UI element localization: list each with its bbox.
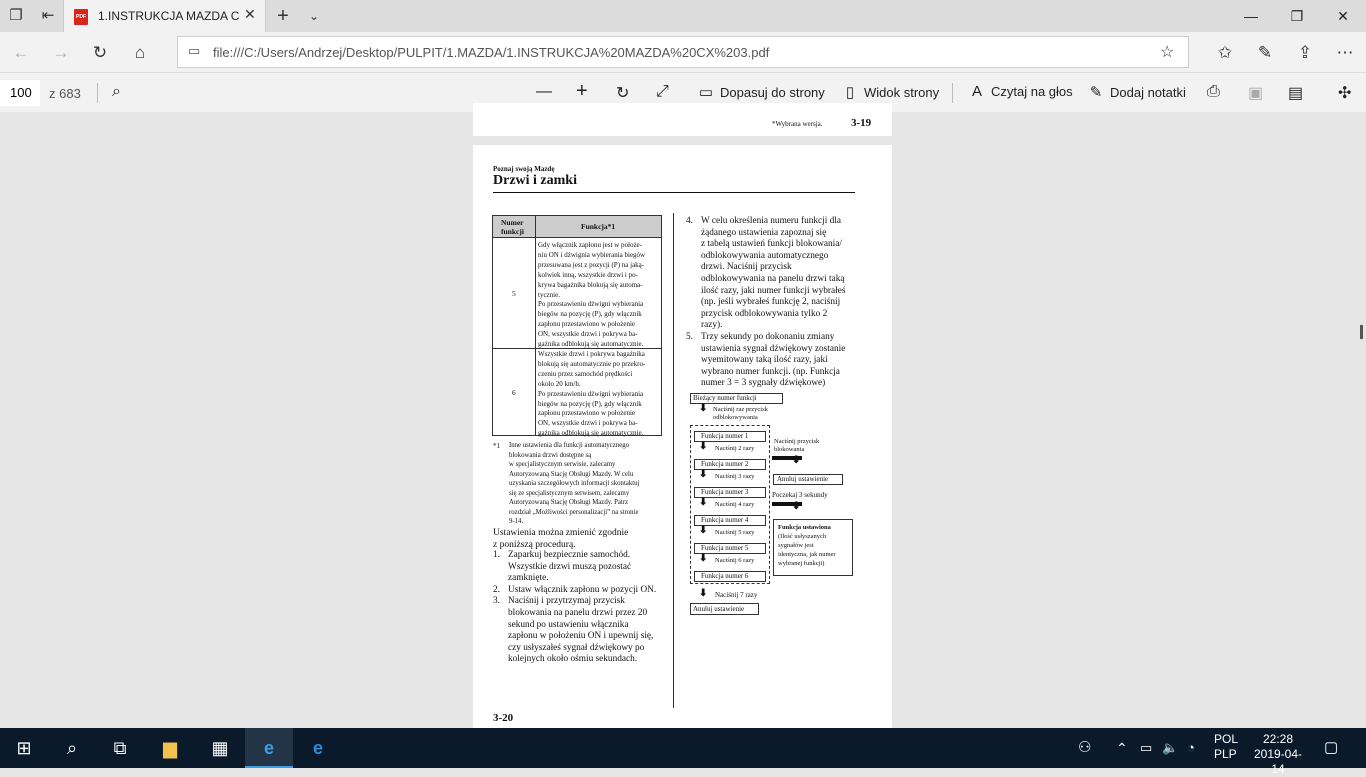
table-cell-line: niu ON i dźwignia wybierania biegów <box>538 250 646 259</box>
function-label: Funkcja numer 2 <box>701 460 749 468</box>
add-notes-label: Dodaj notatki <box>1110 85 1186 100</box>
function-label: Funkcja numer 5 <box>701 544 749 552</box>
function-label: Funkcja numer 4 <box>701 516 749 524</box>
address-toolbar <box>0 32 1366 72</box>
footnote-line: Inne ustawienia dla funkcji automatycznego <box>509 442 630 449</box>
arrow-down-icon: ⬇ <box>699 403 708 414</box>
step-line: ustawienia sygnał dźwiękowy zostanie <box>701 343 846 354</box>
step-line: wybrano numer funkcji. (np. Funkcja <box>701 366 840 377</box>
favorite-star-icon[interactable]: ☆ <box>1160 44 1175 61</box>
step-line: zapłonu w położeniu ON i upewnij się, <box>508 631 654 642</box>
step-line: Trzy sekundy po dokonaniu zmiany <box>701 332 835 342</box>
fullscreen-icon[interactable]: ⤢ <box>656 83 669 100</box>
col2-header: Funkcja*1 <box>581 222 616 231</box>
tab-title: 1.INSTRUKCJA MAZDA C <box>98 9 240 23</box>
page-number-input[interactable]: 100 <box>0 80 40 106</box>
cancel-label-right: Anuluj ustawienie <box>777 475 829 483</box>
print-icon[interactable]: ⎙ <box>1207 83 1220 100</box>
table-cell-line: blokują się automatycznie po przekro- <box>538 359 646 368</box>
pdf-viewer[interactable] <box>0 113 1366 728</box>
function-set-line: Funkcja ustawiona <box>778 524 831 531</box>
step-line: z tabelą ustawień funkcji blokowania/ <box>701 239 842 250</box>
fit-to-page-button[interactable] <box>696 83 825 105</box>
new-tab-icon[interactable]: + <box>277 5 289 27</box>
back-icon[interactable]: ← <box>12 43 30 62</box>
press-count-label: Naciśnij 6 razy <box>715 557 755 564</box>
function-table <box>492 215 662 436</box>
step-line: Ustaw włącznik zapłonu w pozycji ON. <box>508 584 657 595</box>
step-line: Zaparkuj bezpiecznie samochód. <box>508 550 631 560</box>
step-line: czy usłyszałeś sygnał dźwiękowy po <box>508 642 645 653</box>
step-number: 5. <box>686 332 693 342</box>
table-cell-line: biegów na pozycję (P), gdy włącznik <box>538 399 642 408</box>
press-once-line2: odblokowywania <box>713 414 758 421</box>
chevron-up-icon[interactable]: ⌃ <box>1116 740 1128 756</box>
row-6-number: 6 <box>512 388 516 397</box>
table-cell-line: Wszystkie drzwi i pokrywa bagażnika <box>538 350 645 358</box>
scrollbar-thumb[interactable] <box>1360 325 1363 339</box>
function-label: Funkcja numer 1 <box>701 432 749 440</box>
maximize-button[interactable]: ❐ <box>1290 8 1304 24</box>
pen-icon: ✎ <box>1089 84 1103 101</box>
function-set-line: identyczna, jak numer <box>778 551 836 558</box>
read-aloud-button[interactable] <box>967 83 1073 105</box>
table-cell-line: gażnika odblokują się automatycznie. <box>538 340 644 348</box>
table-cell-line: Po przestawieniu dźwigni wybierania <box>538 389 644 398</box>
footnote-line: się ze specjalistycznym serwisem, zalecamy <box>509 489 630 497</box>
taskbar <box>0 728 1366 776</box>
language-code: POL <box>1214 732 1239 746</box>
arrow-down-icon: ⬇ <box>792 455 801 466</box>
step-line: żądanego ustawienia zapoznaj się <box>701 227 827 238</box>
page-heading: Drzwi i zamki <box>493 173 577 188</box>
internet-explorer-icon[interactable]: e <box>312 738 323 758</box>
keyboard-layout: PLP <box>1214 747 1237 761</box>
footnote-line: 9-14. <box>509 518 524 525</box>
current-function-label: Bieżący numer funkcji <box>693 394 757 402</box>
footnote-line: w specjalistycznym serwisie, zalecamy <box>509 461 616 468</box>
calculator-icon[interactable]: ▦ <box>211 738 229 758</box>
table-cell-line: Po przestawieniu dźwigni wybierania <box>538 300 644 309</box>
page-view-icon: ▯ <box>845 84 855 101</box>
page-total: z 683 <box>49 86 81 101</box>
footnote-line: Autoryzowaną Stację Obsługi Mazdy. Patrz <box>509 499 629 506</box>
footnote-mark: *1 <box>493 442 500 450</box>
search-icon[interactable]: ⌕ <box>66 738 78 758</box>
table-cell-line: zapłonu przestawiono w położenie <box>538 409 635 418</box>
table-cell-line: krywa bagażnika blokują się automa- <box>538 280 643 289</box>
close-window-button[interactable]: ✕ <box>1337 8 1349 24</box>
function-label: Funkcja numer 6 <box>701 572 749 580</box>
web-note-icon[interactable]: ✎ <box>1257 43 1273 62</box>
function-set-line: wybranej funkcji) <box>778 560 825 567</box>
clock-time: 22:28 <box>1262 732 1294 746</box>
pin-toolbar-icon[interactable]: ✣ <box>1338 85 1352 102</box>
volume-icon[interactable]: 🔈 <box>1162 740 1179 755</box>
step-line: kolejnych około ośmiu sekundach. <box>508 654 638 665</box>
task-view-icon[interactable]: ⧉ <box>113 738 127 758</box>
press-count-label: Naciśnij 2 razy <box>715 445 755 452</box>
footnote-line: rozdział „Możliwości personalizacji” na stronie <box>509 508 639 516</box>
press-7-label: Naciśnij 7 razy <box>715 591 758 599</box>
arrow-down-icon: ⬇ <box>699 525 708 536</box>
home-icon[interactable]: ⌂ <box>134 43 146 62</box>
table-col-divider <box>535 216 536 435</box>
press-count-label: Naciśnij 4 razy <box>715 501 755 508</box>
prev-page-number: 3-19 <box>851 117 872 129</box>
clock[interactable] <box>1250 732 1306 777</box>
step-line: drzwi. Naciśnij przycisk <box>701 262 792 273</box>
function-set-line: sygnałów jest <box>778 542 814 549</box>
press-count-label: Naciśnij 5 razy <box>715 529 755 536</box>
table-cell-line: zapłonu przestawiono w położenie <box>538 320 635 329</box>
tab-bar <box>0 0 1366 32</box>
table-cell-line: ON, wszystkie drzwi i pokrywa ba- <box>538 419 638 428</box>
favorites-hub-icon[interactable]: ✩ <box>1217 43 1233 62</box>
heading-rule <box>493 192 855 193</box>
add-notes-button[interactable] <box>1086 83 1186 105</box>
column-divider <box>673 213 674 708</box>
people-icon[interactable]: ⚇ <box>1078 739 1092 756</box>
tab-list-icon[interactable]: ❐ <box>9 7 23 24</box>
arrow-down-icon: ⬇ <box>699 553 708 564</box>
input-language[interactable] <box>1214 732 1238 762</box>
function-set-line: (Ilość usłyszanych <box>778 533 827 540</box>
active-tab[interactable] <box>63 0 266 32</box>
step-line: Wszystkie drzwi muszą pozostać <box>508 561 632 572</box>
table-cell-line: kolwiek inną, wszystkie drzwi i po- <box>538 270 638 279</box>
file-page-icon: ▭ <box>188 43 201 58</box>
step-line: zamknięte. <box>508 573 549 584</box>
table-cell-line: przesuwana jest z pozycji (P) na jaką- <box>538 260 645 269</box>
set-aside-tabs-icon[interactable]: ⇤ <box>41 7 55 24</box>
share-icon[interactable]: ⇪ <box>1297 43 1313 62</box>
refresh-icon[interactable]: ↻ <box>92 43 108 62</box>
arrow-down-icon: ⬇ <box>699 588 708 599</box>
intro-line: Ustawienia można zmienić zgodnie <box>493 528 629 538</box>
network-icon[interactable]: ◔ <box>1187 740 1195 755</box>
cancel-label-bottom: Anuluj ustawienie <box>693 605 745 613</box>
step-number: 3. <box>493 596 500 607</box>
row-5-number: 5 <box>512 289 516 298</box>
read-aloud-label: Czytaj na głos <box>991 84 1073 99</box>
page-view-label: Widok strony <box>864 85 940 100</box>
section-label: Poznaj swoją Mazdę <box>493 165 555 173</box>
more-icon[interactable]: ⋯ <box>1336 43 1354 62</box>
footnote-line: uzyskania szczegółowych informacji skontaktuj <box>509 480 640 487</box>
press-once-line1: Naciśnij raz przycisk <box>713 406 768 413</box>
col1-line1: Numer <box>501 218 524 227</box>
step-number: 1. <box>493 550 500 560</box>
pdf-file-icon: PDF <box>74 9 88 25</box>
arrow-down-icon: ⬇ <box>699 441 708 452</box>
step-line: odblokowywania automatycznego <box>701 250 829 261</box>
step-line: numer 3 = 3 sygnały dźwiękowe) <box>701 378 826 389</box>
arrow-down-icon: ⬇ <box>699 497 708 508</box>
close-tab-icon[interactable]: ✕ <box>244 6 256 22</box>
page-view-button[interactable] <box>840 83 939 105</box>
tab-preview-chevron-icon[interactable]: ⌄ <box>308 9 320 23</box>
zoom-in-icon[interactable]: + <box>576 80 588 102</box>
step-line: sekund po ustawieniu włącznika <box>508 619 629 630</box>
table-cell-line: gażnika odblokują się automatycznie. <box>538 429 644 438</box>
table-cell-line: biegów na pozycję (P), gdy włącznik <box>538 310 642 319</box>
url-text: file:///C:/Users/Andrzej/Desktop/PULPIT/1.MAZDA/1.INSTRUKCJA%20MAZDA%20CX%203.pdf <box>213 45 770 60</box>
minimize-button[interactable]: — <box>1244 8 1258 24</box>
arrow-down-icon: ⬇ <box>699 469 708 480</box>
table-cell-line: tycznie. <box>538 290 560 299</box>
step-line: W celu określenia numeru funkcji dla <box>701 216 842 226</box>
step-line: przycisk odblokowywania tylko 2 <box>701 308 828 319</box>
press-lock-line1: Naciśnij przycisk <box>774 438 820 445</box>
save-icon[interactable]: ▣ <box>1248 85 1264 102</box>
step-line: wyemitowany taką ilość razy, jaki <box>701 355 828 366</box>
step-number: 4. <box>686 216 693 226</box>
intro-line: z poniższą procedurą. <box>493 539 576 550</box>
arrow-down-icon: ⬇ <box>792 501 801 512</box>
zoom-out-icon[interactable]: — <box>536 83 552 100</box>
page-number: 3-20 <box>493 712 514 724</box>
step-line: Naciśnij i przytrzymaj przycisk <box>508 596 625 607</box>
edge-icon[interactable]: e <box>245 728 293 768</box>
wait-label: Poczekaj 3 sekundy <box>772 491 828 499</box>
step-line: (np. jeśli wybrałeś funkcję 2, naciśnij <box>701 297 841 308</box>
forward-icon[interactable]: → <box>52 43 70 62</box>
fit-to-page-label: Dopasuj do strony <box>720 85 825 100</box>
address-bar[interactable] <box>177 36 1189 68</box>
start-windows-icon[interactable]: ⊞ <box>16 738 32 758</box>
table-cell-line: czeniu przez samochód prędkości <box>538 369 633 378</box>
file-explorer-icon[interactable]: ▆ <box>163 738 177 758</box>
press-count-label: Naciśnij 3 razy <box>715 473 755 480</box>
clock-date: 2019-04-14 <box>1253 747 1303 776</box>
press-lock-line2: blokowania <box>774 446 805 453</box>
battery-icon[interactable]: ▭ <box>1140 740 1153 755</box>
notifications-icon[interactable]: ▢ <box>1324 739 1339 756</box>
step-line: ilość razy, jaki numer funkcji wybrałeś <box>701 285 846 296</box>
search-icon[interactable]: ⌕ <box>112 83 121 100</box>
rotate-icon[interactable]: ↻ <box>616 85 630 102</box>
step-line: razy). <box>701 320 723 331</box>
step-line: odblokowywania na panelu drzwi taką <box>701 274 845 284</box>
table-cell-line: około 20 km/h. <box>538 379 581 388</box>
previous-page <box>473 103 892 136</box>
pdf-page <box>473 145 892 735</box>
read-aloud-icon: A <box>971 83 982 100</box>
table-cell-line: Gdy włącznik zapłonu jest w położe- <box>538 241 642 249</box>
prev-footnote: *Wybrana wersja. <box>772 120 823 128</box>
col1-line2: funkcji <box>501 227 524 236</box>
function-label: Funkcja numer 3 <box>701 488 749 496</box>
step-number: 2. <box>493 584 500 595</box>
fit-page-icon: ▭ <box>698 84 714 101</box>
divider <box>97 83 98 103</box>
table-row-divider <box>493 348 661 349</box>
divider <box>952 83 953 103</box>
step-line: blokowania na panelu drzwi przez 20 <box>508 608 648 618</box>
table-cell-line: ON, wszystkie drzwi i pokrywa ba- <box>538 330 638 339</box>
footnote-line: Autoryzowaną Stację Obsługi Mazdy. W celu <box>509 470 634 478</box>
save-as-icon[interactable]: ▤ <box>1288 85 1304 102</box>
footnote-line: blokowania drzwi dostępne są <box>509 451 592 459</box>
